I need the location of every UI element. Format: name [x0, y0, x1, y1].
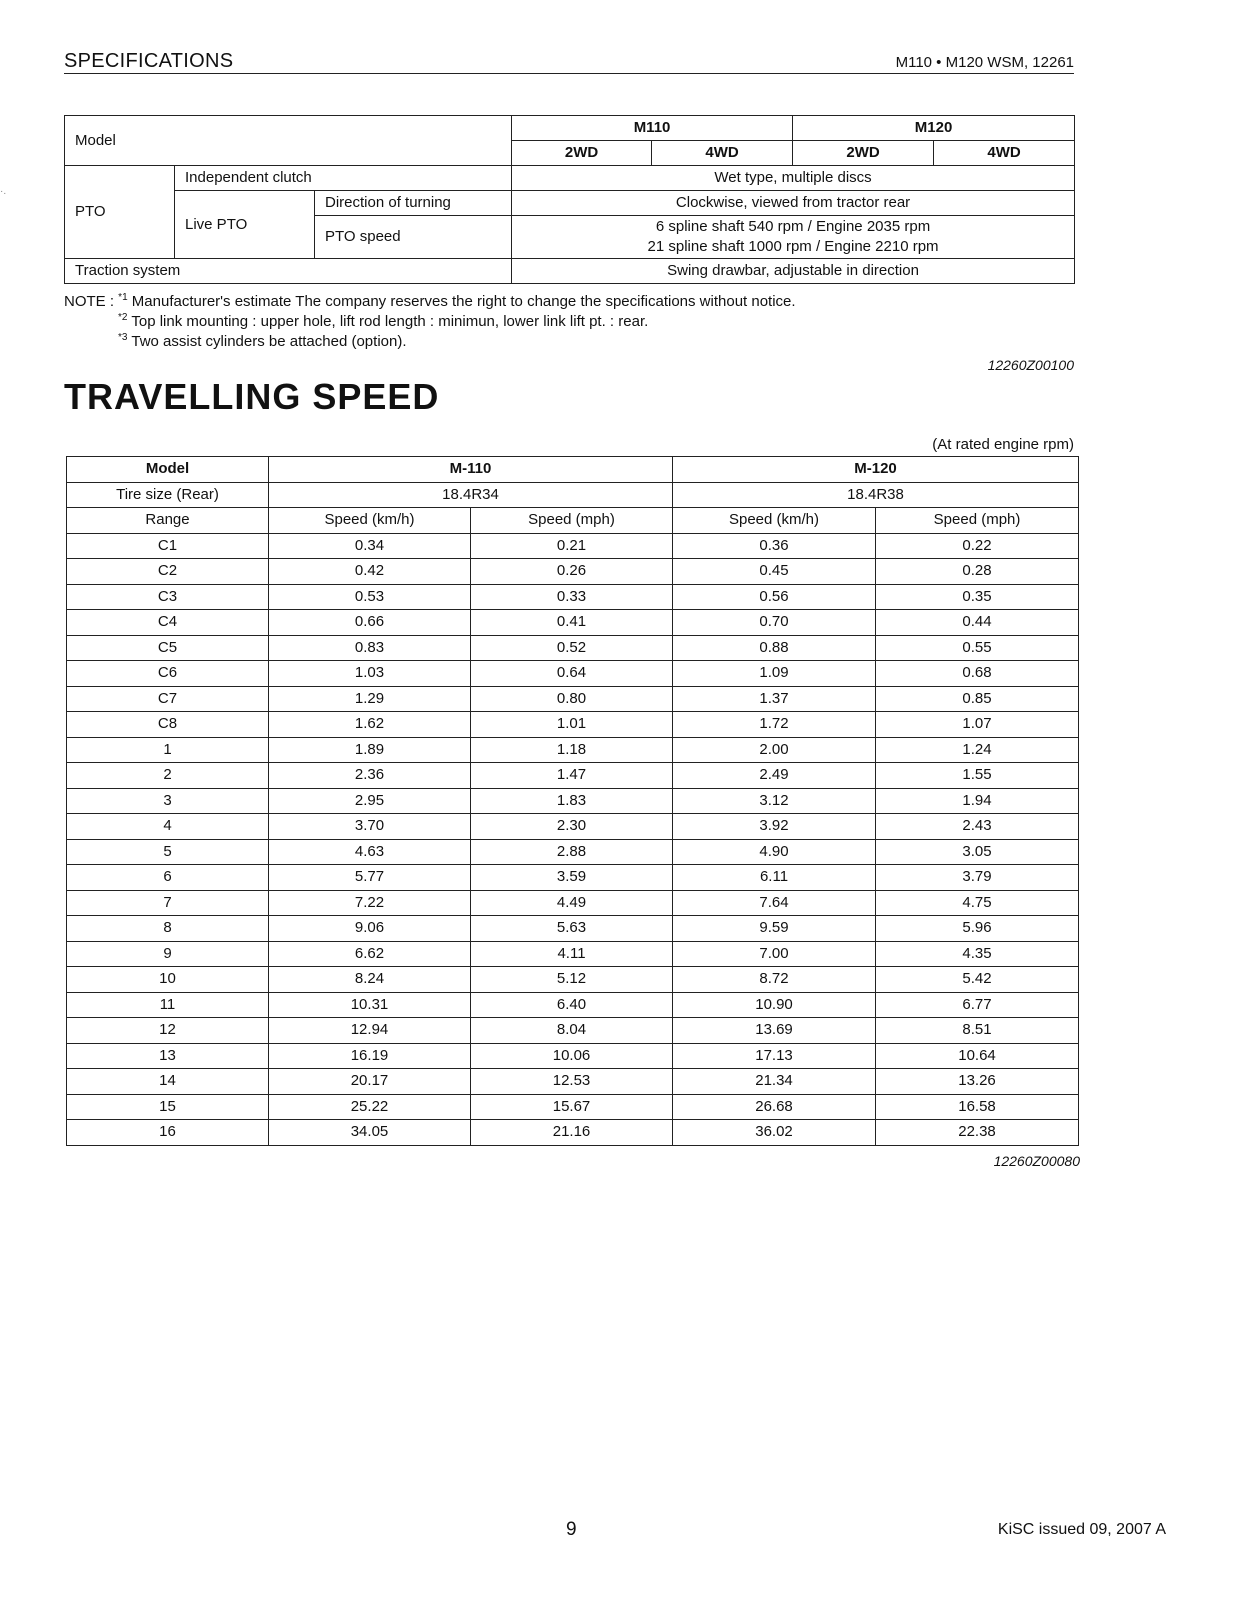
speed-cell-m120-kmh: 2.00	[673, 737, 876, 763]
issue-info: KiSC issued 09, 2007 A	[997, 1521, 1166, 1538]
spec-live-pto-label: Live PTO	[175, 191, 315, 259]
speed-tire-m120: 18.4R38	[673, 482, 1079, 508]
section-title: TRAVELLING SPEED	[64, 376, 440, 417]
speed-cell-m120-kmh: 13.69	[673, 1018, 876, 1044]
speed-cell-m120-mph: 3.79	[876, 865, 1079, 891]
speed-cell-m120-mph: 0.35	[876, 584, 1079, 610]
speed-row	[67, 890, 1079, 916]
spec-independent-clutch-label: Independent clutch	[175, 166, 512, 191]
speed-row	[67, 941, 1079, 967]
spec-traction-value: Swing drawbar, adjustable in direction	[512, 259, 1075, 284]
speed-table-body	[67, 533, 1079, 1145]
speed-cell-range: C4	[67, 610, 269, 636]
speed-cell-m110-mph: 21.16	[471, 1120, 673, 1146]
speed-cell-m120-mph: 3.05	[876, 839, 1079, 865]
speed-cell-m110-kmh: 1.29	[269, 686, 471, 712]
note-3-mark: *3	[118, 332, 128, 343]
speed-cell-m110-kmh: 8.24	[269, 967, 471, 993]
speed-row	[67, 712, 1079, 738]
page-number: 9	[566, 1519, 577, 1540]
speed-row	[67, 839, 1079, 865]
speed-cell-range: 9	[67, 941, 269, 967]
speed-cell-m120-kmh: 17.13	[673, 1043, 876, 1069]
header-divider	[64, 73, 1074, 74]
speed-kmh-header-m120: Speed (km/h)	[673, 508, 876, 534]
notes-block	[64, 292, 796, 352]
document-reference: M110 • M120 WSM, 12261	[895, 54, 1074, 71]
speed-cell-range: C7	[67, 686, 269, 712]
speed-cell-range: C3	[67, 584, 269, 610]
speed-cell-m120-kmh: 0.45	[673, 559, 876, 585]
spec-independent-clutch-value: Wet type, multiple discs	[512, 166, 1075, 191]
speed-cell-range: 2	[67, 763, 269, 789]
spec-direction-value: Clockwise, viewed from tractor rear	[512, 191, 1075, 216]
speed-kmh-header-m110: Speed (km/h)	[269, 508, 471, 534]
speed-cell-m120-kmh: 4.90	[673, 839, 876, 865]
speed-cell-m120-mph: 0.85	[876, 686, 1079, 712]
speed-range-header: Range	[67, 508, 269, 534]
speed-cell-m120-mph: 1.24	[876, 737, 1079, 763]
speed-cell-m120-kmh: 21.34	[673, 1069, 876, 1095]
speed-cell-m110-kmh: 1.89	[269, 737, 471, 763]
speed-cell-m120-kmh: 0.88	[673, 635, 876, 661]
speed-row	[67, 1069, 1079, 1095]
spec-model-row	[65, 116, 1075, 141]
speed-cell-m110-kmh: 6.62	[269, 941, 471, 967]
note-2-mark: *2	[118, 312, 128, 323]
speed-cell-m120-mph: 2.43	[876, 814, 1079, 840]
speed-cell-range: 4	[67, 814, 269, 840]
speed-cell-range: 10	[67, 967, 269, 993]
speed-cell-m120-kmh: 1.72	[673, 712, 876, 738]
speed-cell-m110-mph: 2.30	[471, 814, 673, 840]
speed-cell-m120-kmh: 7.64	[673, 890, 876, 916]
speed-cell-m110-mph: 0.52	[471, 635, 673, 661]
speed-cell-range: C6	[67, 661, 269, 687]
speed-cell-m110-mph: 6.40	[471, 992, 673, 1018]
speed-cell-m110-kmh: 10.31	[269, 992, 471, 1018]
travelling-speed-table	[66, 456, 1079, 1146]
speed-row	[67, 1094, 1079, 1120]
spec-drive-m120-2wd: 2WD	[793, 141, 934, 166]
speed-cell-m110-mph: 5.12	[471, 967, 673, 993]
spec-model-m120: M120	[793, 116, 1075, 141]
speed-cell-m120-mph: 1.07	[876, 712, 1079, 738]
speed-model-m110: M-110	[269, 457, 673, 483]
speed-cell-m110-mph: 0.80	[471, 686, 673, 712]
note-3-text: Two assist cylinders be attached (option).	[131, 333, 407, 350]
speed-cell-range: 11	[67, 992, 269, 1018]
speed-cell-m110-mph: 2.88	[471, 839, 673, 865]
note-1-mark: *1	[118, 292, 128, 303]
speed-cell-m110-mph: 0.21	[471, 533, 673, 559]
speed-cell-m110-kmh: 16.19	[269, 1043, 471, 1069]
speed-cell-m110-mph: 12.53	[471, 1069, 673, 1095]
speed-cell-m110-mph: 4.11	[471, 941, 673, 967]
spec-pto-speed-line-1: 6 spline shaft 540 rpm / Engine 2035 rpm	[655, 218, 931, 235]
spec-independent-clutch-row	[65, 166, 1075, 191]
speed-cell-m110-mph: 8.04	[471, 1018, 673, 1044]
speed-row	[67, 584, 1079, 610]
spec-pto-speed-label: PTO speed	[315, 216, 512, 259]
spec-traction-label: Traction system	[65, 259, 512, 284]
note-3	[64, 332, 796, 352]
speed-row	[67, 559, 1079, 585]
speed-cell-m120-kmh: 3.12	[673, 788, 876, 814]
speed-cell-m110-kmh: 12.94	[269, 1018, 471, 1044]
speed-tire-m110: 18.4R34	[269, 482, 673, 508]
speed-row	[67, 763, 1079, 789]
speed-cell-m110-mph: 1.01	[471, 712, 673, 738]
spec-model-m110: M110	[512, 116, 793, 141]
speed-cell-m120-mph: 5.96	[876, 916, 1079, 942]
speed-cell-m120-mph: 8.51	[876, 1018, 1079, 1044]
figure-code-speed: 12260Z00080	[993, 1153, 1080, 1169]
speed-row	[67, 814, 1079, 840]
speed-cell-m120-kmh: 3.92	[673, 814, 876, 840]
speed-cell-m120-kmh: 0.36	[673, 533, 876, 559]
speed-row	[67, 533, 1079, 559]
speed-cell-m120-mph: 4.75	[876, 890, 1079, 916]
speed-cell-m120-mph: 22.38	[876, 1120, 1079, 1146]
spec-direction-label: Direction of turning	[315, 191, 512, 216]
note-2-text: Top link mounting : upper hole, lift rod length : minimun, lower link lift pt. : rear.	[131, 313, 649, 330]
speed-row	[67, 916, 1079, 942]
speed-cell-range: C8	[67, 712, 269, 738]
speed-cell-m110-mph: 5.63	[471, 916, 673, 942]
speed-cell-m120-kmh: 7.00	[673, 941, 876, 967]
speed-mph-header-m110: Speed (mph)	[471, 508, 673, 534]
figure-code-spec: 12260Z00100	[987, 357, 1074, 373]
speed-cell-range: 5	[67, 839, 269, 865]
speed-cell-m110-kmh: 4.63	[269, 839, 471, 865]
speed-row	[67, 788, 1079, 814]
speed-row	[67, 635, 1079, 661]
speed-cell-range: 7	[67, 890, 269, 916]
speed-cell-m120-kmh: 26.68	[673, 1094, 876, 1120]
speed-row	[67, 610, 1079, 636]
speed-cell-m120-kmh: 1.37	[673, 686, 876, 712]
speed-cell-m110-kmh: 0.83	[269, 635, 471, 661]
speed-cell-range: 13	[67, 1043, 269, 1069]
speed-cell-m120-kmh: 10.90	[673, 992, 876, 1018]
speed-cell-range: C2	[67, 559, 269, 585]
spec-traction-row	[65, 259, 1075, 284]
note-1-text: Manufacturer's estimate The company reserves the right to change the specifications without notice.	[131, 293, 796, 310]
speed-cell-m110-mph: 1.18	[471, 737, 673, 763]
speed-row	[67, 1018, 1079, 1044]
spec-model-label: Model	[65, 116, 512, 166]
speed-cell-m120-mph: 4.35	[876, 941, 1079, 967]
spec-drive-m110-2wd: 2WD	[512, 141, 652, 166]
speed-cell-m120-kmh: 36.02	[673, 1120, 876, 1146]
speed-row	[67, 967, 1079, 993]
pto-spec-table	[64, 115, 1075, 284]
speed-cell-m120-mph: 0.68	[876, 661, 1079, 687]
speed-model-m120: M-120	[673, 457, 1079, 483]
speed-cell-m120-mph: 5.42	[876, 967, 1079, 993]
speed-model-label: Model	[67, 457, 269, 483]
speed-cell-m110-mph: 15.67	[471, 1094, 673, 1120]
speed-cell-m110-mph: 3.59	[471, 865, 673, 891]
speed-cell-m110-kmh: 25.22	[269, 1094, 471, 1120]
speed-cell-m120-kmh: 6.11	[673, 865, 876, 891]
spec-drive-m110-4wd: 4WD	[652, 141, 793, 166]
section-header: SPECIFICATIONS	[64, 50, 234, 72]
speed-column-header-row	[67, 508, 1079, 534]
speed-cell-m110-mph: 0.33	[471, 584, 673, 610]
speed-row	[67, 1043, 1079, 1069]
speed-cell-range: 15	[67, 1094, 269, 1120]
speed-cell-m110-kmh: 5.77	[269, 865, 471, 891]
speed-row	[67, 661, 1079, 687]
speed-cell-m110-mph: 0.41	[471, 610, 673, 636]
note-prefix: NOTE :	[64, 293, 119, 310]
speed-cell-m110-kmh: 2.95	[269, 788, 471, 814]
speed-cell-m110-kmh: 2.36	[269, 763, 471, 789]
speed-model-row	[67, 457, 1079, 483]
speed-cell-m110-mph: 1.83	[471, 788, 673, 814]
speed-tire-row	[67, 482, 1079, 508]
speed-cell-range: 8	[67, 916, 269, 942]
speed-cell-range: 6	[67, 865, 269, 891]
speed-cell-m120-kmh: 8.72	[673, 967, 876, 993]
speed-cell-range: C5	[67, 635, 269, 661]
speed-row	[67, 686, 1079, 712]
speed-cell-m120-mph: 13.26	[876, 1069, 1079, 1095]
speed-row	[67, 737, 1079, 763]
speed-cell-m120-mph: 0.28	[876, 559, 1079, 585]
margin-mark: ·.	[0, 186, 7, 197]
spec-pto-speed-line-2: 21 spline shaft 1000 rpm / Engine 2210 rpm	[647, 238, 939, 255]
speed-cell-m120-kmh: 0.70	[673, 610, 876, 636]
speed-cell-range: 16	[67, 1120, 269, 1146]
speed-cell-m110-kmh: 0.66	[269, 610, 471, 636]
speed-cell-m110-kmh: 34.05	[269, 1120, 471, 1146]
speed-cell-m110-kmh: 1.03	[269, 661, 471, 687]
speed-cell-m110-kmh: 3.70	[269, 814, 471, 840]
speed-cell-m110-mph: 10.06	[471, 1043, 673, 1069]
speed-cell-range: 3	[67, 788, 269, 814]
speed-cell-range: C1	[67, 533, 269, 559]
speed-cell-m110-kmh: 20.17	[269, 1069, 471, 1095]
speed-cell-range: 1	[67, 737, 269, 763]
spec-drive-m120-4wd: 4WD	[934, 141, 1075, 166]
speed-cell-range: 14	[67, 1069, 269, 1095]
spec-direction-row	[65, 191, 1075, 216]
speed-cell-m110-mph: 0.64	[471, 661, 673, 687]
speed-cell-m110-kmh: 1.62	[269, 712, 471, 738]
speed-tire-label: Tire size (Rear)	[67, 482, 269, 508]
note-2	[64, 312, 796, 332]
speed-mph-header-m120: Speed (mph)	[876, 508, 1079, 534]
speed-cell-m120-mph: 0.44	[876, 610, 1079, 636]
speed-cell-m120-mph: 6.77	[876, 992, 1079, 1018]
speed-cell-m120-mph: 1.55	[876, 763, 1079, 789]
speed-row	[67, 865, 1079, 891]
speed-cell-m120-mph: 1.94	[876, 788, 1079, 814]
speed-cell-m120-mph: 0.22	[876, 533, 1079, 559]
speed-cell-m110-mph: 4.49	[471, 890, 673, 916]
speed-cell-m110-mph: 0.26	[471, 559, 673, 585]
spec-pto-label: PTO	[65, 166, 175, 259]
speed-cell-m110-kmh: 0.34	[269, 533, 471, 559]
speed-cell-m120-mph: 0.55	[876, 635, 1079, 661]
speed-cell-m120-mph: 10.64	[876, 1043, 1079, 1069]
speed-cell-m120-kmh: 2.49	[673, 763, 876, 789]
note-1	[64, 292, 796, 312]
speed-cell-range: 12	[67, 1018, 269, 1044]
speed-cell-m120-kmh: 9.59	[673, 916, 876, 942]
speed-cell-m110-kmh: 7.22	[269, 890, 471, 916]
speed-cell-m110-kmh: 9.06	[269, 916, 471, 942]
speed-row	[67, 992, 1079, 1018]
speed-row	[67, 1120, 1079, 1146]
rated-rpm-note: (At rated engine rpm)	[932, 436, 1074, 453]
spec-pto-speed-value	[512, 216, 1075, 259]
speed-cell-m110-kmh: 0.42	[269, 559, 471, 585]
speed-cell-m110-mph: 1.47	[471, 763, 673, 789]
speed-cell-m120-mph: 16.58	[876, 1094, 1079, 1120]
speed-cell-m120-kmh: 1.09	[673, 661, 876, 687]
speed-cell-m120-kmh: 0.56	[673, 584, 876, 610]
speed-cell-m110-kmh: 0.53	[269, 584, 471, 610]
